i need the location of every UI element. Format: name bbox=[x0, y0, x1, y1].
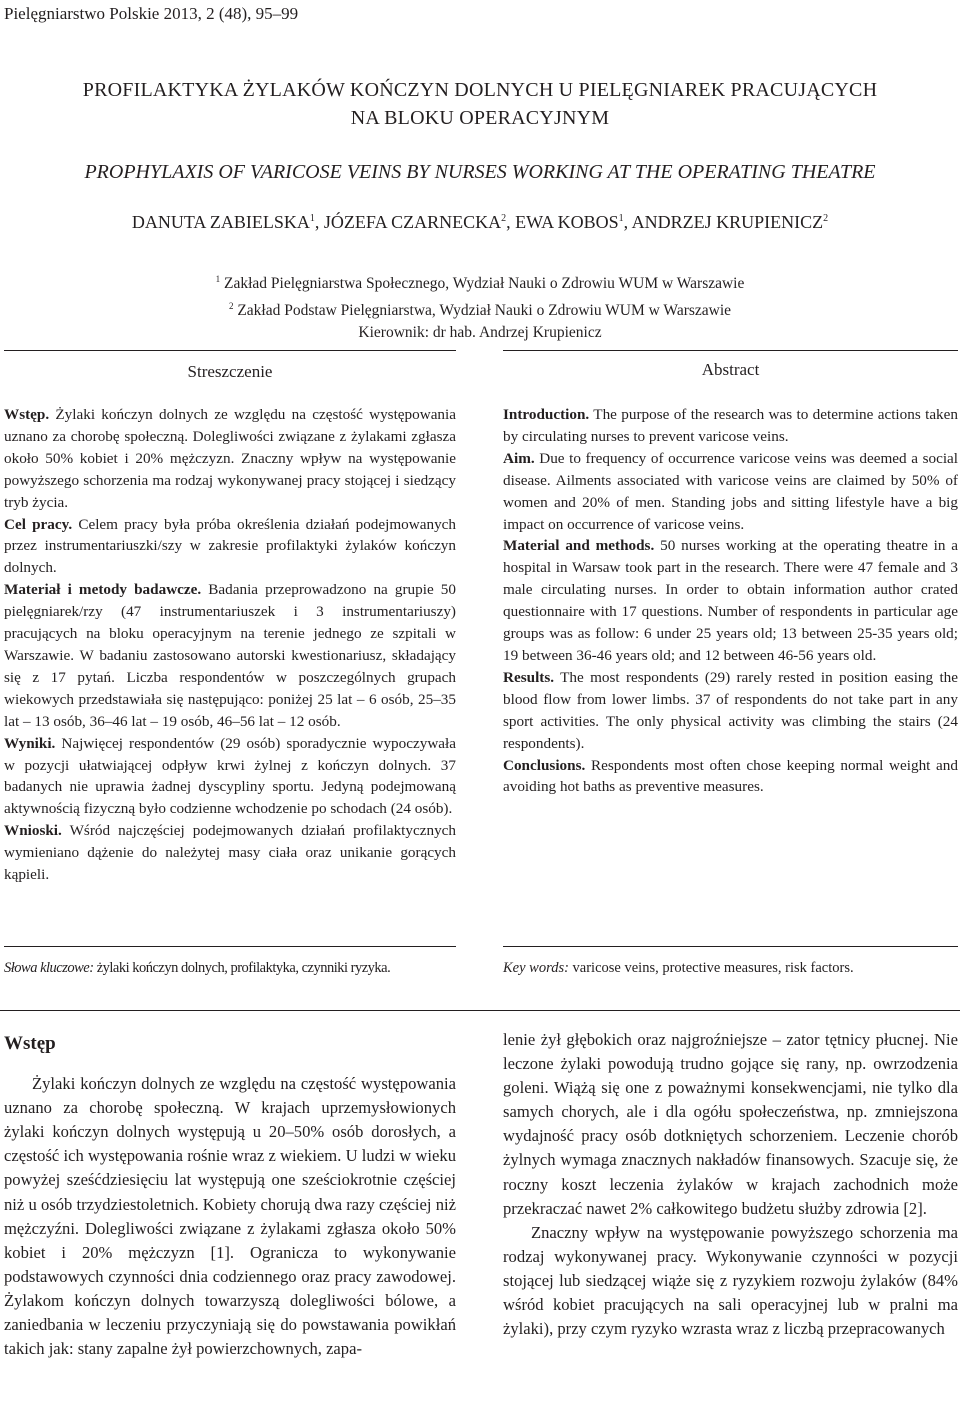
label-wnioski: Wnioski. bbox=[4, 822, 62, 840]
abstract-heading: Abstract bbox=[701, 360, 760, 379]
affiliations bbox=[0, 268, 960, 344]
label-aim: Aim. bbox=[503, 449, 535, 467]
label-wstep: Wstęp. bbox=[4, 406, 50, 423]
author-name: JÓZEFA CZARNECKA bbox=[323, 212, 502, 232]
section-heading-wstep: Wstęp bbox=[4, 1033, 56, 1054]
label-wyniki: Wyniki. bbox=[4, 734, 56, 752]
keywords-english: Key words: varicose veins, protective measures, risk factors. bbox=[503, 960, 854, 976]
affiliation-2: $^2$ Zakład Podstaw Pielęgniarstwa, Wydział Nauki o Zdrowiu WUM w Warszawie bbox=[228, 301, 732, 320]
keywords-polish: Słowa kluczowe: żylaki kończyn dolnych, profilaktyka, czynniki ryzyka. bbox=[4, 960, 391, 976]
title-polish bbox=[0, 76, 960, 132]
label-introduction: Introduction. bbox=[503, 406, 590, 423]
streszczenie-text: Wstęp. Żylaki kończyn dolnych ze względu na częstość występowania uznano za chorobę społeczną. Dolegliwości związane z żylakami zgłasza około 50% kobiet i 20% mężczyzn. Znaczny wpływ na występowanie powyższego schorzenia ma rodzaj wykonywanej pracy stojącej i siedzący tryb życia. Cel pracy. Celem pracy była próba określenia działań podejmowanych przez instrumentariuszki/szy w zakresie profilaktyki żylaków kończyn dolnych. Materiał i metody badawcze. Badania przeprowadzono na grupie 50 pielęgniarek/rzy (47 instrumentariuszek i 3 instrumentariuszy) pracujących na bloku operacyjnym na terenie jednego ze szpitali w Warszawie. W badaniu zastosowano autorski kwestionariusz, składający się z 17 pytań. Liczba respondentów w poszczególnych grupach wiekowych przedstawiała się następująco: poniżej 25 lat – 6 osób, 25–35 lat – 13 osób, 36–46 lat – 19 osób, 46–56 lat – 12 osób. Wyniki. Najwięcej respondentów (29 osób) sporadycznie wypoczywała w pozycji ułatwiającej odpływ krwi żylnej z kończyn dolnych. 37 badanych nie uprawia żadnej dyscypliny sportu. Jedyną podejmowaną aktywnością fizyczną było codzienne wchodzenie po schodach (24 osób). Wnioski. Wśród najczęściej podejmowanych działań profilaktycznych wymieniano dążenie do należytej masy ciała oraz unikanie gorących kąpieli. bbox=[4, 406, 456, 884]
divider bbox=[4, 946, 456, 947]
body-paragraph: Żylaki kończyn dolnych ze względu na częstość występowania uznano za chorobę społeczną. W krajach uprzemysłowionych żylaki kończyn dolnych występują u 20–50% osób dorosłych, a częstość ich występowania rośnie wraz z wiekiem. U ludzi w wieku powyżej sześćdziesięciu lat występują one sześciokrotnie częściej niż u osób trzydziestoletnich. Kobiety chorują dwa razy częściej niż mężczyźni. Dolegliwości związane z żylakami zgłasza około 50% kobiet i 20% mężczyzn [1]. Ogranicza to wykonywanie podstawowych czynności dnia codziennego oraz pracy zawodowej. Żylakom kończyn dolnych towarzyszą dolegliwości bólowe, a zaniedbania w leczeniu przyczyniają się do powstawania powikłań takich jak: stany zapalne żył powierzchownych, zapa- bbox=[4, 1074, 456, 1359]
department-head: Kierownik: dr hab. Andrzej Krupienicz bbox=[358, 324, 602, 342]
divider bbox=[503, 946, 958, 947]
title-polish-line2: NA BLOKU OPERACYJNYM bbox=[350, 107, 610, 129]
body-paragraph: lenie żył głębokich oraz najgroźniejsze – zator tętnicy płucnej. Nie leczone żylaki powodują trudno gojące się rany, np. owrzodzenia goleni. Wiążą się one z poważnymi konsekwencjami, nie tylko dla samych chorych, ale i dla ogółu społeczeństwa, np. zmniejszona wydajność pracy osób dotkniętych schorzeniem. Leczenie chorób żylnych wymaga znacznych nakładów finansowych. Szacuje się, że roczny koszt leczenia żylaków w krajach zachodnich może przekraczać nawet 2% całkowitego budżetu służby zdrowia [2]. bbox=[503, 1030, 958, 1218]
title-polish-line1: PROFILAKTYKA ŻYLAKÓW KOŃCZYN DOLNYCH U PIELĘGNIAREK PRACUJĄCYCH bbox=[82, 79, 878, 101]
keywords-label: Key words: bbox=[503, 960, 569, 976]
divider bbox=[0, 1010, 960, 1011]
body-left-column bbox=[4, 1032, 456, 1361]
keywords-label: Słowa kluczowe: bbox=[4, 960, 94, 976]
author-sup: 1 bbox=[618, 213, 624, 224]
label-methods: Material and methods. bbox=[503, 537, 655, 555]
divider bbox=[503, 350, 958, 351]
authors: DANUTA ZABIELSKA$^1$, JÓZEFA CZARNECKA$^2$, EWA KOBOS$^1$, ANDRZEJ KRUPIENICZ$^2$ bbox=[131, 212, 829, 232]
journal-header: Pielęgniarstwo Polskie 2013, 2 (48), 95–99 bbox=[4, 4, 299, 23]
author-sup: 1 bbox=[309, 213, 315, 224]
author-name: ANDRZEJ KRUPIENICZ bbox=[631, 212, 824, 232]
abstract-text: Introduction. The purpose of the research was to determine actions taken by circulating nurses to prevent varicose veins. Aim. Due to frequency of occurrence varicose veins was deemed a social disease. Ailments associated with varicose veins are claimed by 50% of women and 20% of men. Standing jobs and sitting lifestyle have a big impact on occurrence of varicose veins. Material and methods. 50 nurses working at the operating theatre in a hospital in Warsaw took part in the research. There were 47 female and 3 male circulating nurses. In order to obtain information author crated questionnaire with 17 questions. Number of respondents in particular age groups was as follow: 6 under 25 years old; 13 between 25-35 years old; 19 between 36-46 years old; and 12 between 46-56 years old. Results. The most respondents (29) rarely rested in position easing the blood flow from lower limbs. 37 of respondents do not take part in any sport activities. The only physical activity was climbing the stairs (24 respondents). Conclusions. Respondents most often chose keeping normal weight and avoiding hot baths as preventive measures. bbox=[503, 406, 958, 796]
body-right-column bbox=[503, 1028, 958, 1341]
author-name: EWA KOBOS bbox=[515, 212, 619, 232]
label-material: Materiał i metody badawcze. bbox=[4, 581, 202, 599]
author-sup: 2 bbox=[501, 213, 507, 224]
title-english: PROPHYLAXIS OF VARICOSE VEINS BY NURSES WORKING AT THE OPERATING THEATRE bbox=[84, 161, 876, 183]
body-paragraph: Znaczny wpływ na występowanie powyższego schorzenia ma rodzaj wykonywanej pracy. Wykonywanie czynności w pozycji stojącej lub siedzącej wiąże się z ryzykiem rozwoju żylaków (84% wśród kobiet pracujących na sali operacyjnej lub w pralni ma żylaki), przy czym ryzyko wzrasta wraz z liczbą przepracowanych bbox=[503, 1222, 958, 1339]
streszczenie-heading: Streszczenie bbox=[187, 362, 273, 381]
author-sup: 2 bbox=[823, 213, 829, 224]
label-results: Results. bbox=[503, 668, 555, 686]
author-name: DANUTA ZABIELSKA bbox=[131, 212, 310, 232]
divider bbox=[4, 350, 456, 351]
label-cel: Cel pracy. bbox=[4, 515, 73, 533]
affiliation-1: $^1$ Zakład Pielęgniarstwa Społecznego, Wydział Nauki o Zdrowiu WUM w Warszawie bbox=[215, 274, 745, 293]
label-conclusions: Conclusions. bbox=[503, 756, 586, 774]
